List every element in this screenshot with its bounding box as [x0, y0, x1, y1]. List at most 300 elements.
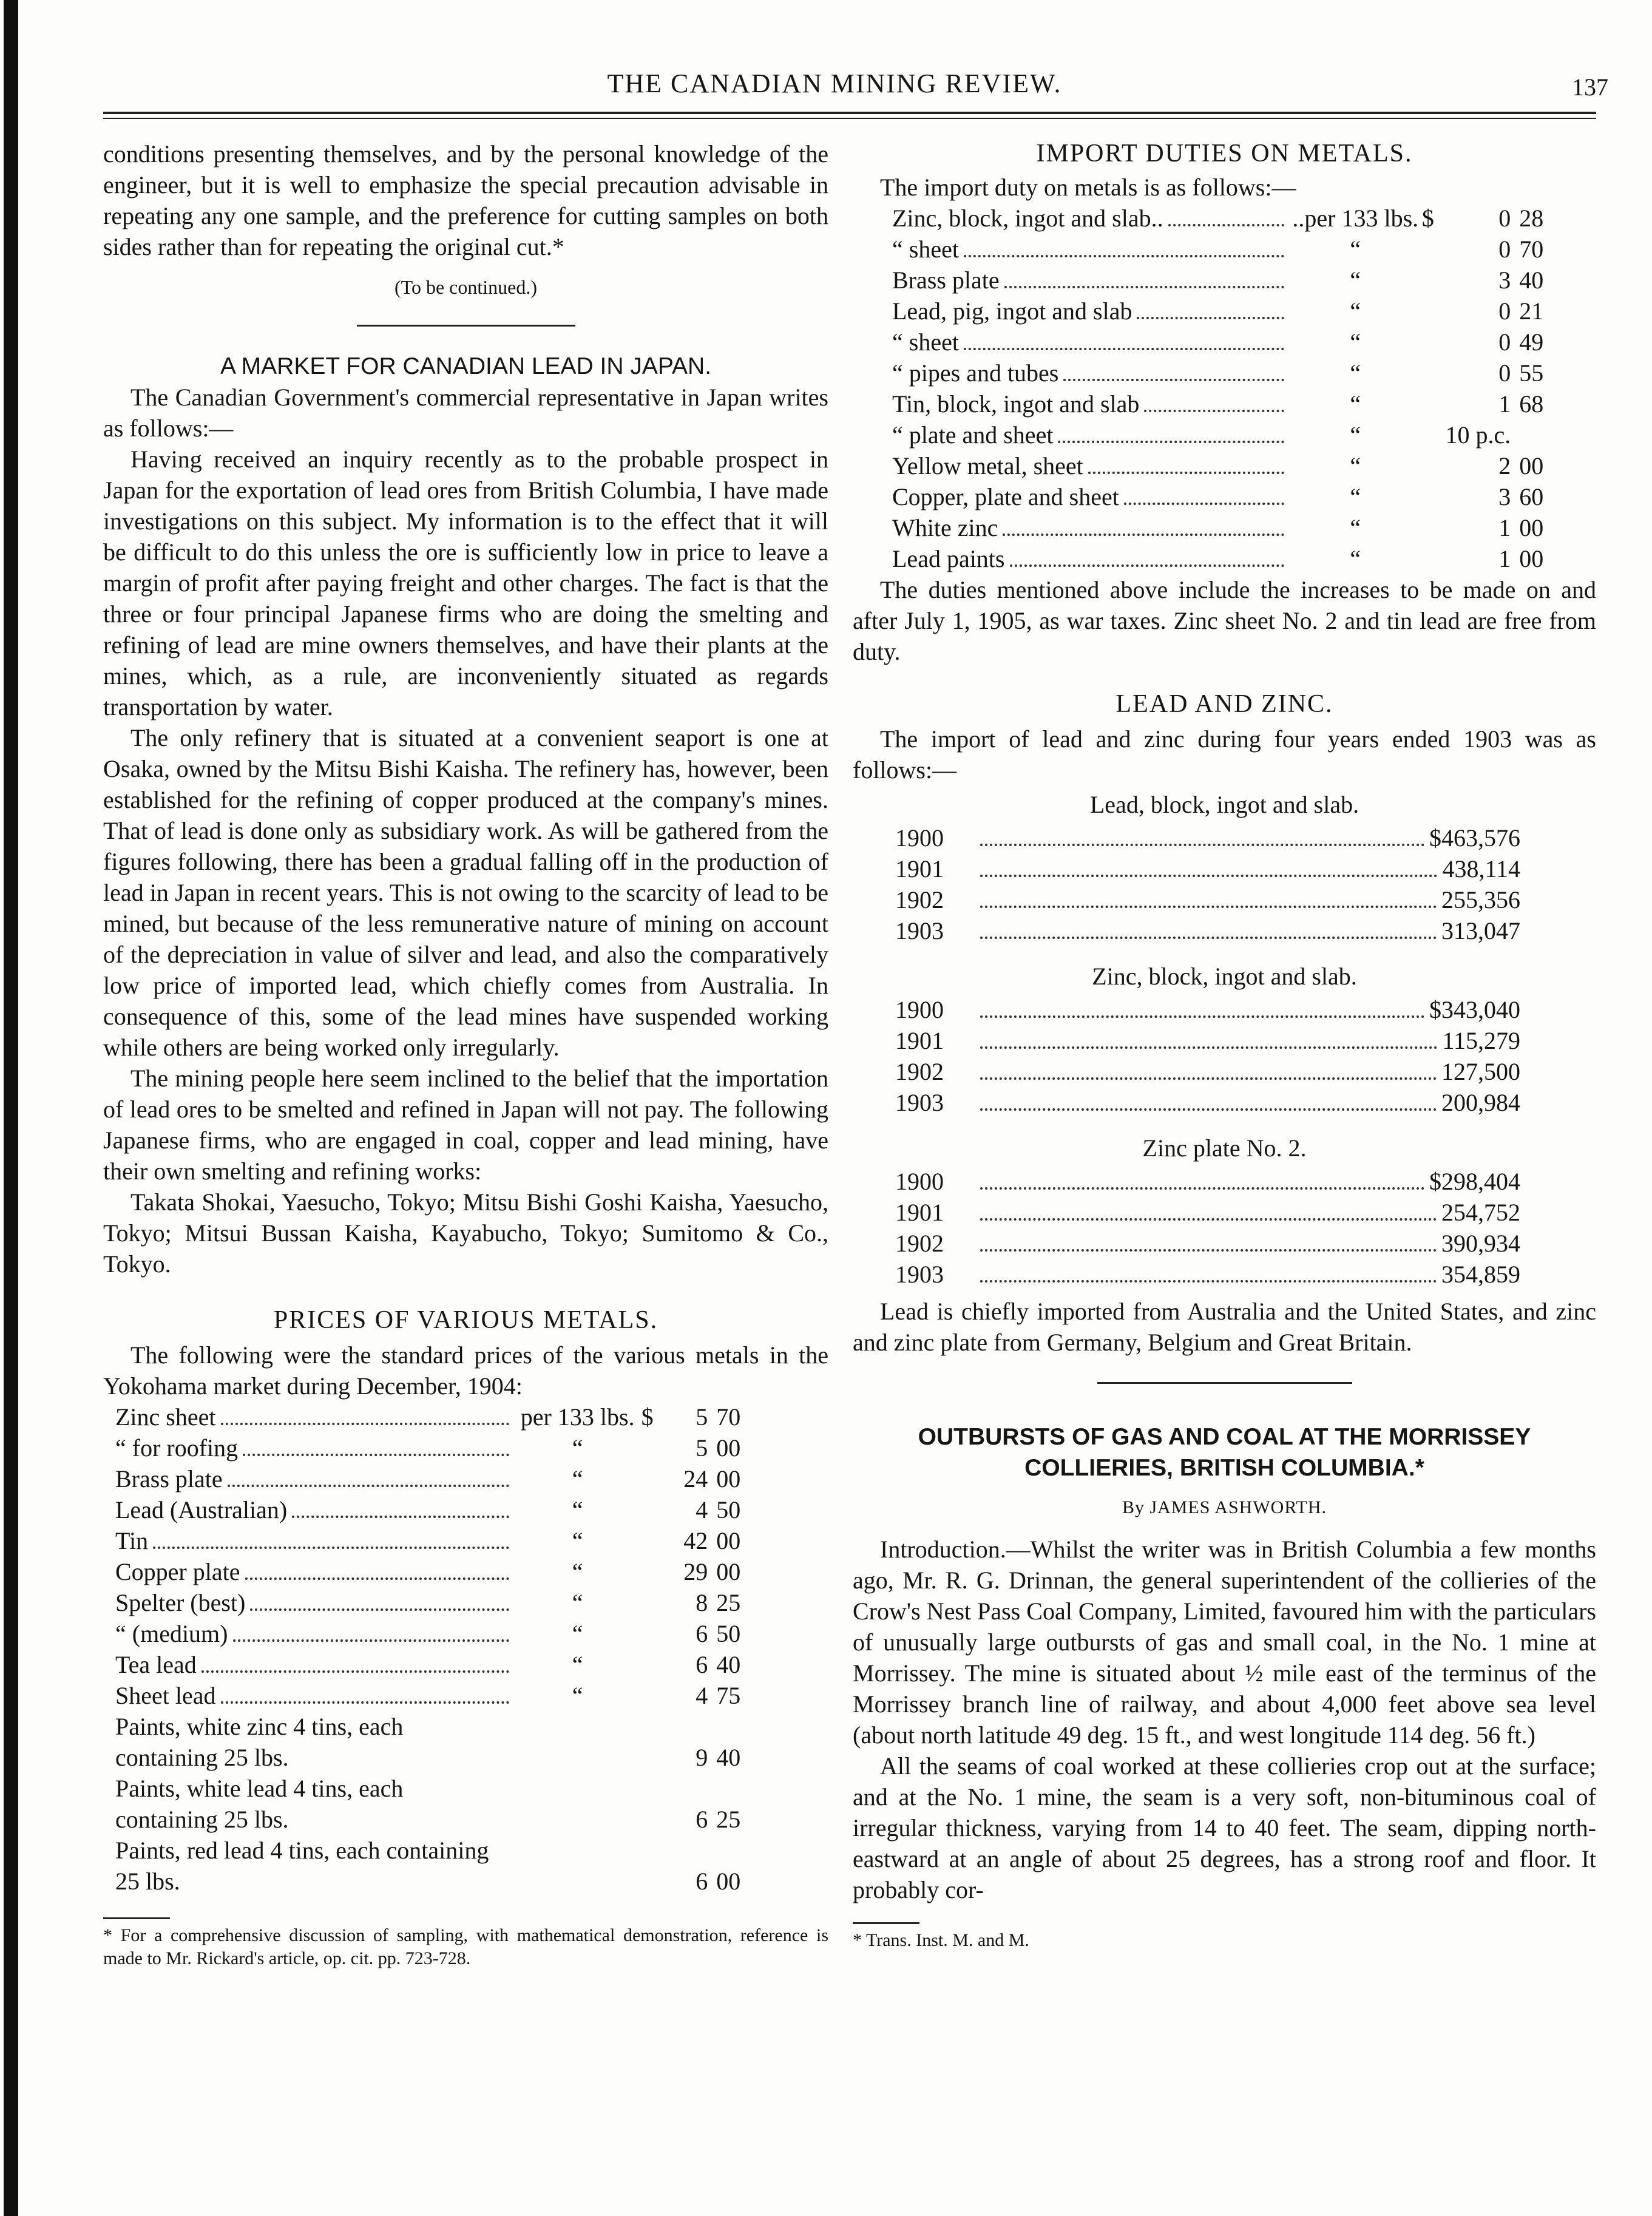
year-label: 1901 — [895, 1199, 944, 1226]
cents-cell: 21 — [1519, 297, 1544, 325]
currency-cell — [642, 1494, 666, 1525]
item-label: Copper, plate and sheet — [892, 483, 1119, 510]
import-value: 390,934 — [1441, 1230, 1520, 1257]
leader-dots — [1137, 317, 1284, 319]
item-label-wrap — [115, 1835, 514, 1897]
item-label-wrap — [892, 543, 1289, 574]
price-row — [115, 1649, 759, 1680]
leader-dots — [250, 1608, 509, 1611]
year-label: 1900 — [895, 996, 944, 1023]
japan-paragraph: The Canadian Government's commercial representative in Japan writes as follows:— — [103, 384, 828, 442]
table-heading: Zinc plate No. 2. — [1142, 1134, 1307, 1162]
cents-cell: 40 — [716, 1651, 741, 1678]
year-label: 1903 — [895, 1089, 944, 1116]
price-row — [892, 265, 1572, 296]
unit-cell — [514, 1835, 642, 1897]
leader-dots — [201, 1670, 509, 1673]
item-label: Lead (Australian) — [115, 1496, 288, 1523]
duties-intro: The import duty on metals is as follows:— — [880, 174, 1296, 201]
leader-dots — [1004, 286, 1284, 288]
item-cell — [892, 450, 1289, 481]
lead-zinc-title: LEAD AND ZINC. — [1115, 690, 1333, 718]
outbursts-title-line1: OUTBURSTS OF GAS AND COAL AT THE MORRISSEY — [918, 1424, 1531, 1450]
cents-cell: 25 — [716, 1806, 741, 1833]
cents-cell: 00 — [716, 1868, 741, 1895]
leader-dots — [980, 1280, 1437, 1283]
cents-cell: 28 — [1519, 205, 1544, 232]
unit-cell: per 133 lbs. — [520, 1403, 635, 1431]
item-label-wrap — [892, 419, 1289, 450]
unit-cell: “ — [572, 1434, 583, 1462]
outbursts-paragraph: All the seams of coal worked at these collieries crop out at the surface; and at the No. 1 mine, the seam is a very soft, non-bituminous coal of irregular thickness, varying from 14 to 40 feet. The seam, dipping north-eastward at an angle of about 25 degrees, has a strong roof and floor. It probably cor- — [853, 1752, 1596, 1903]
unit-cell: “ — [572, 1527, 583, 1554]
unit-cell: “ — [1350, 328, 1361, 356]
unit-cell: “ — [572, 1558, 583, 1585]
import-value: 200,984 — [1441, 1089, 1520, 1116]
currency-cell — [1422, 388, 1446, 419]
item-label-wrap — [892, 296, 1289, 327]
item-label: Copper plate — [115, 1558, 240, 1585]
currency-cell — [1422, 419, 1446, 450]
item-label: Brass plate — [115, 1465, 223, 1493]
item-cell — [115, 1401, 514, 1432]
dollars-cell: 0 — [1498, 297, 1511, 325]
cents-cell: 40 — [716, 1744, 741, 1771]
item-cell — [115, 1711, 514, 1773]
unit-cell: “ — [1350, 359, 1361, 387]
lead-zinc-tables — [853, 789, 1596, 1290]
dollars-cell: 0 — [1498, 205, 1511, 232]
import-value: 115,279 — [1442, 1027, 1520, 1054]
dollars-cell: 29 — [683, 1558, 708, 1585]
year-label: 1901 — [895, 1027, 944, 1054]
price-row — [115, 1773, 759, 1835]
item-label-wrap — [115, 1401, 514, 1432]
price-row — [892, 203, 1572, 234]
lead-zinc-intro: The import of lead and zinc during four years ended 1903 was as follows:— — [853, 725, 1596, 784]
price-row — [115, 1432, 759, 1463]
unit-cell: “ — [572, 1465, 583, 1493]
unit-cell: “ — [1350, 452, 1361, 479]
item-label: Paints, red lead 4 tins, each containing 25 lbs. — [115, 1837, 489, 1895]
price-row — [892, 357, 1572, 388]
prices-table — [115, 1401, 759, 1897]
currency-cell — [1422, 357, 1446, 388]
dollars-cell: 6 — [696, 1868, 708, 1895]
import-value: 127,500 — [1441, 1058, 1520, 1085]
year-value-row — [895, 853, 1520, 884]
cents-cell: 50 — [716, 1620, 741, 1647]
item-cell — [115, 1556, 514, 1587]
price-row — [115, 1618, 759, 1649]
item-cell — [115, 1494, 514, 1525]
table-heading: Lead, block, ingot and slab. — [1089, 791, 1359, 818]
import-value: 255,356 — [1441, 886, 1520, 913]
cents-cell: 60 — [1519, 483, 1544, 510]
item-cell — [892, 512, 1289, 543]
item-label-wrap — [115, 1618, 514, 1649]
import-value: $463,576 — [1429, 824, 1520, 852]
unit-cell: “ — [1350, 421, 1361, 449]
footnote-rule — [103, 1917, 170, 1919]
item-cell — [892, 419, 1289, 450]
dollars-cell: 1 — [1498, 545, 1511, 572]
currency-cell — [1422, 296, 1446, 327]
unit-cell: ..per 133 lbs. — [1292, 205, 1419, 232]
year-value-row — [895, 1259, 1520, 1290]
item-label: Yellow metal, sheet — [892, 452, 1083, 479]
cents-cell: 00 — [1519, 514, 1544, 541]
binding-edge — [4, 0, 18, 2216]
continuation-paragraph: conditions presenting themselves, and by the personal knowledge of the engineer, but it is well to emphasize the special precaution advisable in repeating any one sample, and the preference for cutting samples on both sides rather than for repeating the original cut.* — [103, 140, 828, 260]
leader-dots — [1058, 441, 1284, 443]
item-label-wrap — [892, 512, 1289, 543]
unit-cell: “ — [572, 1620, 583, 1647]
dollars-cell: 0 — [1498, 359, 1511, 387]
dollars-cell: 3 — [1498, 266, 1511, 294]
dollars-cell: 0 — [1498, 235, 1511, 263]
price-row — [892, 419, 1572, 450]
currency-cell: $ — [641, 1403, 654, 1431]
item-label-wrap — [115, 1494, 514, 1525]
dollars-cell: 4 — [696, 1682, 708, 1709]
item-cell — [115, 1525, 514, 1556]
leader-dots — [980, 1077, 1437, 1080]
cents-cell: 00 — [716, 1434, 741, 1462]
item-label-wrap — [115, 1525, 514, 1556]
currency-cell: $ — [1421, 205, 1434, 232]
leader-dots — [980, 1108, 1437, 1111]
item-label: Tea lead — [115, 1651, 197, 1678]
leader-dots — [233, 1639, 509, 1642]
currency-cell — [1422, 327, 1446, 357]
unit-cell: “ — [572, 1589, 583, 1616]
item-label-wrap — [115, 1587, 514, 1618]
cents-cell: 70 — [1519, 235, 1544, 263]
item-cell — [115, 1773, 514, 1835]
leader-dots — [245, 1577, 509, 1580]
currency-cell — [1422, 234, 1446, 265]
table-heading: Zinc, block, ingot and slab. — [1092, 963, 1357, 990]
lead-zinc-closing: Lead is chiefly imported from Australia and the United States, and zinc and zinc plate from Germany, Belgium and Great Britain. — [853, 1298, 1596, 1356]
cents-cell: 00 — [716, 1558, 741, 1585]
unit-cell — [514, 1773, 642, 1835]
price-row — [892, 481, 1572, 512]
price-row — [892, 327, 1572, 357]
price-row — [892, 512, 1572, 543]
item-cell — [892, 296, 1289, 327]
item-label-wrap — [892, 357, 1289, 388]
currency-cell — [1422, 543, 1446, 574]
item-cell — [892, 357, 1289, 388]
japan-article-body — [103, 382, 828, 1279]
item-label: Paints, white lead 4 tins, each containing 25 lbs. — [115, 1775, 404, 1833]
item-label: Zinc sheet — [115, 1403, 216, 1431]
dollars-cell: 10 p.c. — [1445, 421, 1511, 449]
cents-cell — [1511, 419, 1572, 450]
item-label-wrap — [892, 450, 1289, 481]
item-label: Tin, block, ingot and slab — [892, 390, 1140, 418]
price-row — [892, 296, 1572, 327]
currency-cell — [642, 1556, 666, 1587]
item-label: “ for roofing — [115, 1434, 239, 1462]
unit-cell: “ — [1350, 266, 1361, 294]
currency-cell — [642, 1649, 666, 1680]
item-label: Spelter (best) — [115, 1589, 246, 1616]
item-cell — [892, 481, 1289, 512]
dollars-cell: 6 — [696, 1620, 708, 1647]
price-row — [115, 1494, 759, 1525]
leader-dots — [1088, 472, 1284, 474]
year-value-row — [895, 915, 1520, 946]
dollars-cell: 24 — [683, 1465, 708, 1493]
year-value-row — [895, 822, 1520, 853]
item-label-wrap — [892, 388, 1289, 419]
cents-cell: 25 — [716, 1589, 741, 1616]
japan-firms-list: Takata Shokai, Yaesucho, Tokyo; Mitsu Bishi Goshi Kaisha, Yaesucho, Tokyo; Mitsui Bussan Kaisha, Kayabucho, Tokyo; Sumitomo & Co., Tokyo. — [103, 1188, 828, 1278]
item-cell — [115, 1618, 514, 1649]
footnote: * For a comprehensive discussion of sampling, with mathematical demonstration, reference is made to Mr. Rickard's article, op. cit. pp. 723-728. — [103, 1925, 828, 1968]
japan-paragraph: Having received an inquiry recently as to the probable prospect in Japan for the exportation of lead ores from British Columbia, I have made investigations on this subject. My information is to the effect that it will be difficult to do this unless the ore is sufficiently low in price to leave a margin of profit after paying freight and other charges. The fact is that the three or four principal Japanese firms who are doing the smelting and refining of lead are mine owners themselves, and have their plants at the mines, which, as a rule, are inconveniently situated as regards transportation by water. — [103, 446, 828, 720]
year-label: 1901 — [895, 855, 944, 883]
item-label-wrap — [892, 265, 1289, 296]
price-row — [892, 450, 1572, 481]
japan-paragraph: The mining people here seem inclined to the belief that the importation of lead ores to be smelted and refined in Japan will not pay. The following Japanese firms, who are engaged in coal, copper and lead mining, have their own smelting and refining works: — [103, 1065, 828, 1185]
leader-dots — [221, 1423, 509, 1425]
item-label-wrap — [115, 1556, 514, 1587]
year-value-row — [895, 1228, 1520, 1259]
running-title: THE CANADIAN MINING REVIEW. — [607, 69, 1062, 98]
item-label-wrap — [115, 1711, 514, 1773]
item-cell — [892, 203, 1289, 234]
unit-cell: “ — [1350, 514, 1361, 541]
item-label: Tin — [115, 1527, 149, 1554]
japan-paragraph: The only refinery that is situated at a convenient seaport is one at Osaka, owned by the Mitsu Bishi Kaisha. The refinery has, however, been established for the refining of copper produced at the company's mines. That of lead is done only as subsidiary work. As will be gathered from the figures following, there has been a gradual falling off in the production of lead in Japan in recent years. This is not owing to the scarcity of lead to be mined, but because of the less remunerative nature of mining on account of the depreciation in value of silver and lead, and also the comparatively low price of imported lead, which chiefly comes from Australia. In consequence of this, some of the lead mines have suspended working while others are being worked only irregularly. — [103, 724, 828, 1061]
dollars-cell: 6 — [696, 1651, 708, 1678]
leader-dots — [1010, 564, 1284, 567]
dollars-cell: 6 — [696, 1806, 708, 1833]
cents-cell: 00 — [716, 1527, 741, 1554]
item-label-wrap — [892, 203, 1289, 234]
leader-dots — [964, 348, 1284, 350]
item-label: Lead, pig, ingot and slab — [892, 297, 1132, 325]
item-label-wrap — [115, 1649, 514, 1680]
year-value-row — [895, 1056, 1520, 1087]
dollars-cell: 42 — [683, 1527, 708, 1554]
leader-dots — [243, 1454, 509, 1456]
leader-dots — [1144, 410, 1284, 412]
item-label: Brass plate — [892, 266, 1000, 294]
year-value-row — [895, 1166, 1520, 1197]
item-cell — [892, 388, 1289, 419]
import-value: 313,047 — [1441, 917, 1520, 944]
currency-cell — [642, 1711, 666, 1773]
leader-dots — [1063, 379, 1284, 381]
year-label: 1903 — [895, 917, 944, 944]
currency-cell — [642, 1525, 666, 1556]
section-divider — [357, 325, 575, 327]
leader-dots — [1124, 503, 1284, 505]
japan-article-title: A MARKET FOR CANADIAN LEAD IN JAPAN. — [220, 353, 712, 379]
dollars-cell: 3 — [1498, 483, 1511, 510]
footnote-rule — [853, 1922, 919, 1924]
unit-cell: “ — [572, 1496, 583, 1523]
item-cell — [115, 1587, 514, 1618]
right-column — [853, 138, 1596, 1952]
prices-title: PRICES OF VARIOUS METALS. — [273, 1306, 658, 1334]
price-row — [115, 1556, 759, 1587]
unit-cell: “ — [1350, 483, 1361, 510]
item-cell — [115, 1649, 514, 1680]
unit-cell: “ — [572, 1651, 583, 1678]
item-label-wrap — [115, 1432, 514, 1463]
cents-cell: 68 — [1519, 390, 1544, 418]
import-value: 254,752 — [1441, 1199, 1520, 1226]
item-label-wrap — [115, 1680, 514, 1711]
year-label: 1900 — [895, 1168, 944, 1195]
cents-cell: 00 — [716, 1465, 741, 1493]
cents-cell: 50 — [716, 1496, 741, 1523]
item-label: White zinc — [892, 514, 998, 541]
year-label: 1900 — [895, 824, 944, 852]
year-value-row — [895, 884, 1520, 915]
outbursts-title-line2: COLLIERIES, BRITISH COLUMBIA.* — [1024, 1455, 1424, 1481]
price-row — [115, 1463, 759, 1494]
price-row — [115, 1711, 759, 1773]
leader-dots — [1168, 224, 1284, 226]
leader-dots — [980, 937, 1437, 939]
item-cell — [892, 265, 1289, 296]
duties-table — [892, 203, 1572, 574]
leader-dots — [980, 1187, 1424, 1190]
item-label: Paints, white zinc 4 tins, each containing 25 lbs. — [115, 1713, 404, 1771]
unit-cell: “ — [1350, 545, 1361, 572]
item-cell — [115, 1432, 514, 1463]
dollars-cell: 2 — [1498, 452, 1511, 479]
item-label: “ sheet — [892, 235, 959, 263]
year-label: 1902 — [895, 1230, 944, 1257]
currency-cell — [642, 1587, 666, 1618]
page-header — [61, 68, 1608, 104]
price-row — [892, 234, 1572, 265]
cents-cell: 55 — [1519, 359, 1544, 387]
price-row — [115, 1525, 759, 1556]
item-label: “ plate and sheet — [892, 421, 1054, 449]
price-row — [892, 543, 1572, 574]
item-cell — [115, 1680, 514, 1711]
cents-cell: 00 — [1519, 452, 1544, 479]
left-column — [103, 138, 828, 1970]
unit-cell: “ — [1350, 297, 1361, 325]
dollars-cell: 9 — [696, 1744, 708, 1771]
import-value: $298,404 — [1429, 1168, 1520, 1195]
leader-dots — [153, 1547, 509, 1549]
leader-dots — [228, 1485, 509, 1487]
item-label: Zinc, block, ingot and slab.. — [892, 205, 1163, 232]
outbursts-paragraph: Introduction.—Whilst the writer was in British Columbia a few months ago, Mr. R. G. Drinnan, the general superintendent of the collieries of the Crow's Nest Pass Coal Company, Limited, favoured him with the particulars of unusually large outbursts of gas and small coal, in the No. 1 mine at Morrissey. The mine is situated about ½ mile east of the terminus of the Morrissey branch line of railway, and about 4,000 feet above sea level (about north latitude 49 deg. 15 ft., and west longitude 114 deg. 56 ft.) — [853, 1536, 1596, 1749]
prices-intro: The following were the standard prices of the various metals in the Yokohama market during December, 1904: — [103, 1341, 828, 1400]
leader-dots — [980, 906, 1437, 908]
item-label-wrap — [892, 234, 1289, 265]
item-cell — [115, 1835, 514, 1897]
year-label: 1902 — [895, 1058, 944, 1085]
currency-cell — [642, 1773, 666, 1835]
currency-cell — [642, 1618, 666, 1649]
section-divider — [1097, 1382, 1352, 1384]
item-label: “ sheet — [892, 328, 959, 356]
duties-title: IMPORT DUTIES ON METALS. — [1036, 140, 1413, 168]
item-label-wrap — [115, 1463, 514, 1494]
unit-cell: “ — [1350, 235, 1361, 263]
footnote: * Trans. Inst. M. and M. — [853, 1930, 1029, 1950]
leader-dots — [980, 1046, 1437, 1049]
price-row — [115, 1680, 759, 1711]
import-value: 354,859 — [1441, 1261, 1520, 1288]
price-row — [115, 1587, 759, 1618]
leader-dots — [980, 1249, 1437, 1252]
currency-cell — [1422, 265, 1446, 296]
dollars-cell: 1 — [1498, 390, 1511, 418]
currency-cell — [642, 1432, 666, 1463]
dollars-cell: 8 — [696, 1589, 708, 1616]
currency-cell — [642, 1835, 666, 1897]
cents-cell: 70 — [716, 1403, 741, 1431]
dollars-cell: 1 — [1498, 514, 1511, 541]
year-value-row — [895, 994, 1520, 1025]
item-cell — [892, 327, 1289, 357]
cents-cell: 75 — [716, 1682, 741, 1709]
item-label-wrap — [115, 1773, 514, 1835]
item-cell — [892, 234, 1289, 265]
to-be-continued: (To be continued.) — [394, 276, 537, 298]
item-label: Sheet lead — [115, 1682, 216, 1709]
currency-cell — [1422, 512, 1446, 543]
unit-cell — [514, 1711, 642, 1773]
cents-cell: 00 — [1519, 545, 1544, 572]
dollars-cell: 5 — [696, 1434, 708, 1462]
item-label-wrap — [892, 327, 1289, 357]
currency-cell — [642, 1680, 666, 1711]
year-label: 1902 — [895, 886, 944, 913]
duties-note: The duties mentioned above include the increases to be made on and after July 1, 1905, as war taxes. Zinc sheet No. 2 and tin lead are free from duty. — [853, 576, 1596, 665]
currency-cell — [1422, 450, 1446, 481]
leader-dots — [980, 1218, 1437, 1221]
year-value-row — [895, 1087, 1520, 1118]
leader-dots — [221, 1701, 509, 1704]
import-value: $343,040 — [1429, 996, 1520, 1023]
leader-dots — [980, 1015, 1424, 1018]
year-value-row — [895, 1025, 1520, 1056]
leader-dots — [980, 844, 1424, 846]
item-cell — [892, 543, 1289, 574]
year-value-row — [895, 1197, 1520, 1228]
item-label: “ (medium) — [115, 1620, 228, 1647]
page-number: 137 — [1572, 73, 1608, 101]
header-rule-bottom — [103, 118, 1596, 119]
byline: By JAMES ASHWORTH. — [1122, 1497, 1327, 1517]
import-value: 438,114 — [1442, 855, 1520, 883]
item-label: “ pipes and tubes — [892, 359, 1059, 387]
price-row — [892, 388, 1572, 419]
price-row — [115, 1401, 759, 1432]
unit-cell: “ — [1350, 390, 1361, 418]
cents-cell: 49 — [1519, 328, 1544, 356]
leader-dots — [1003, 534, 1284, 536]
cents-cell: 40 — [1519, 266, 1544, 294]
dollars-cell: 0 — [1498, 328, 1511, 356]
item-cell — [115, 1463, 514, 1494]
leader-dots — [964, 255, 1284, 257]
